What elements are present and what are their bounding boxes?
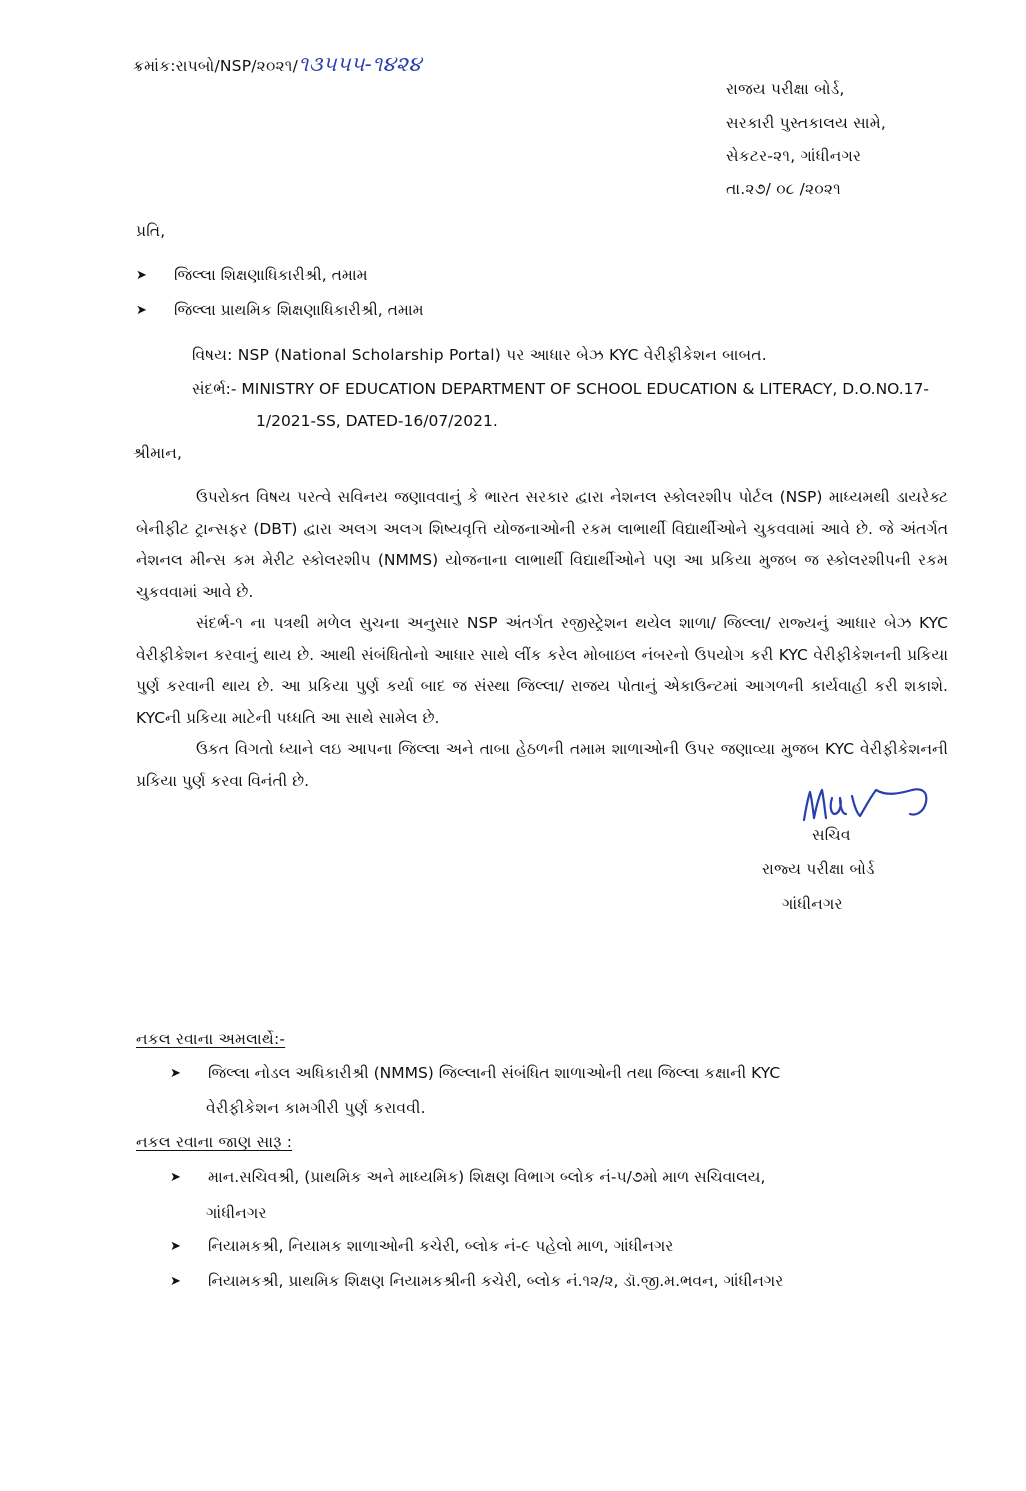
- copy-info-text: નિયામકશ્રી, પ્રાથમિક શિક્ષણ નિયામકશ્રીની કચેરી, બ્લોક નં.૧૨/૨, ડૉ.જી.મ.ભવન, ગાંધીનગર: [208, 1272, 784, 1290]
- paragraph-text: ઉકત વિગતો ધ્યાને લઇ આપના જિલ્લા અને તાબા હેઠળની તમામ શાળાઓની ઉપર જણાવ્યા મુજબ KYC વેરીફીકેશનની પ્રકિયા પુર્ણ કરવા વિનંતી છે.: [136, 740, 948, 790]
- arrow-bullet-icon: ➤: [136, 268, 147, 283]
- signatory-city: ગાંધીનગર: [782, 895, 843, 913]
- signatory-office: રાજ્ય પરીક્ષા બોર્ડ: [762, 860, 875, 878]
- paragraph-text: ઉપરોક્ત વિષય પરત્વે સવિનય જણાવવાનું કે ભારત સરકાર દ્વારા નેશનલ સ્કોલરશીપ પોર્ટલ (NSP) માધ્યમથી ડાયરેક્ટ બેનીફીટ ટ્રાન્સફર (DBT) દ્વારા અલગ અલગ શિષ્યવૃત્તિ યોજનાઓની રકમ લાભાર્થી વિદ્યાર્થીઓને ચુકવવામાં આવે છે. જે અંતર્ગત નેશનલ મીન્સ કમ મેરીટ સ્કોલરશીપ (NMMS) યોજનાના લાભાર્થી વિદ્યાર્થીઓને પણ આ પ્રકિયા મુજબ જ સ્કોલરશીપની રકમ ચુકવવામાં આવે છે.: [136, 488, 948, 601]
- subject-label: વિષય:: [192, 346, 233, 364]
- paragraph-text: સંદર્ભ-૧ ના પત્રથી મળેલ સુચના અનુસાર NSP અંતર્ગત રજીસ્ટ્રેશન થયેલ શાળા/ જિલ્લા/ રાજ્યનું આધાર બેઝ KYC વેરીફીકેશન કરવાનું થાય છે. આથી સંબંધિતોનો આધાર સાથે લીંક કરેલ મોબાઇલ નંબરનો ઉપયોગ કરી KYC વેરીફીકેશનની પ્રકિયા પુર્ણ કરવાની થાય છે. આ પ્રકિયા પુર્ણ કર્યા બાદ જ સંસ્થા જિલ્લા/ રાજય પોતાનું એકાઉન્ટમાં આગળની કાર્યવાહી કરી શકાશે. KYCની પ્રકિયા માટેની પધ્ધતિ આ સાથે સામેલ છે.: [136, 614, 948, 727]
- sender-address-line-2: સરકારી પુસ્તકાલય સામે,: [726, 114, 886, 132]
- salutation: શ્રીમાન,: [133, 444, 183, 462]
- recipient-text: જિલ્લા પ્રાથમિક શિક્ષણાધિકારીશ્રી, તમામ: [174, 301, 424, 319]
- recipient-item: [136, 260, 368, 291]
- arrow-bullet-icon: ➤: [170, 1066, 181, 1081]
- recipient-item: [136, 295, 424, 326]
- letter-number: [133, 52, 421, 77]
- copy-info-text: નિયામકશ્રી, નિયામક શાળાઓની કચેરી, બ્લોક નં-૯ પહેલો માળ, ગાંધીનગર: [208, 1237, 674, 1255]
- reference-label: સંદર્ભ:-: [192, 380, 237, 398]
- reference-line-2: 1/2021-SS, DATED-16/07/2021.: [256, 412, 498, 430]
- copy-action-heading: નકલ રવાના અમલાર્થે:-: [136, 1030, 286, 1048]
- copy-action-text: જિલ્લા નોડલ અધિકારીશ્રી (NMMS) જિલ્લાની સંબંધિત શાળાઓની તથા જિલ્લા કક્ષાની KYC: [208, 1064, 781, 1082]
- copy-info-item: [170, 1162, 765, 1193]
- subject-text: NSP (National Scholarship Portal) પર આધાર બેઝ KYC વેરીફીકેશન બાબત.: [237, 346, 767, 364]
- body-paragraph-1: [136, 482, 948, 608]
- letter-number-printed: ક્રમાંક:રાપબો/NSP/૨૦૨૧/: [133, 57, 299, 75]
- copy-action-item: [170, 1058, 780, 1089]
- reference-text-1: MINISTRY OF EDUCATION DEPARTMENT OF SCHOOL EDUCATION & LITERACY, D.O.NO.17-: [241, 380, 929, 398]
- signature: [800, 784, 940, 830]
- sender-address-line-3: સેકટર-૨૧, ગાંધીનગર: [726, 147, 862, 165]
- letter-number-handwritten: ૧૩૫૫૫-૧૪૨૪: [298, 52, 422, 76]
- to-label: પ્રતિ,: [136, 222, 166, 240]
- arrow-bullet-icon: ➤: [136, 303, 147, 318]
- copy-info-text: માન.સચિવશ્રી, (પ્રાથમિક અને માધ્યમિક) શિક્ષણ વિભાગ બ્લોક નં-૫/૭મો માળ સચિવાલય,: [208, 1168, 766, 1186]
- subject-line: [192, 346, 767, 365]
- copy-info-item: [170, 1231, 673, 1262]
- signature-scribble: [800, 784, 940, 826]
- copy-info-text-continued: ગાંધીનગર: [206, 1204, 267, 1222]
- recipient-text: જિલ્લા શિક્ષણાધિકારીશ્રી, તમામ: [174, 266, 368, 284]
- reference-line-1: [192, 380, 929, 399]
- arrow-bullet-icon: ➤: [170, 1239, 181, 1254]
- body-paragraph-2: [136, 608, 948, 734]
- sender-address-line-1: રાજય પરીક્ષા બોર્ડ,: [726, 80, 845, 98]
- copy-info-heading: નકલ રવાના જાણ સારૂ :: [136, 1133, 293, 1151]
- signatory-designation: સચિવ: [812, 826, 851, 844]
- copy-action-text-continued: વેરીફીકેશન કામગીરી પુર્ણ કરાવવી.: [206, 1099, 426, 1117]
- arrow-bullet-icon: ➤: [170, 1274, 181, 1289]
- letter-date: તા.૨૭/ ૦૮ /૨૦૨૧: [726, 180, 841, 198]
- copy-info-item: [170, 1266, 783, 1297]
- arrow-bullet-icon: ➤: [170, 1170, 181, 1185]
